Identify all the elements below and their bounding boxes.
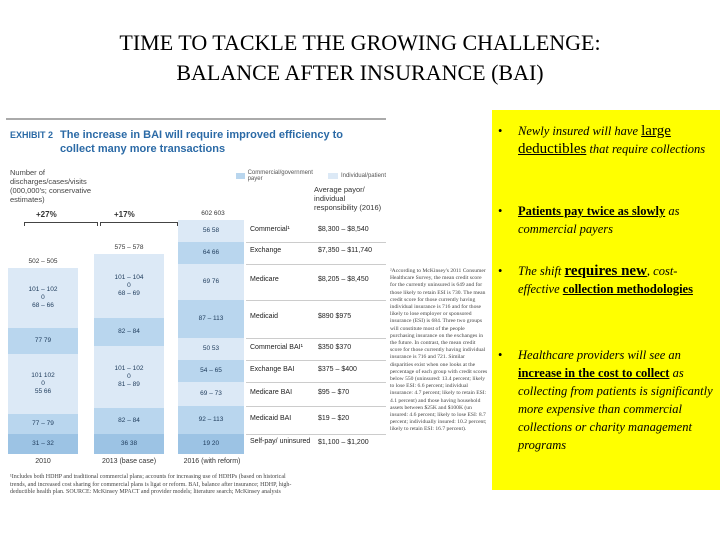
segment-2010-3: 101 102 0 55 66: [8, 354, 78, 414]
row-name-commercial-bai: Commercial BAI¹: [250, 344, 303, 351]
exhibit-label: EXHIBIT 2: [10, 130, 54, 140]
segment-2016-2: 64 66: [178, 242, 244, 264]
segment-2016-8: 92 – 113: [178, 406, 244, 434]
exhibit-panel: [6, 118, 386, 528]
growth-bracket-2010-2013: [24, 222, 98, 226]
row-name-exchange-bai: Exchange BAI: [250, 366, 295, 373]
key-points-panel: [492, 110, 720, 490]
bullet-3-part-1: The shift: [518, 264, 565, 278]
row-value-medicaid-bai: $19 – $20: [318, 415, 350, 422]
bullet-marker: •: [498, 204, 503, 218]
segment-2016-5: 50 53: [178, 338, 244, 360]
row-divider: [246, 360, 386, 361]
row-name-commercial: Commercial¹: [250, 226, 290, 233]
bullet-3-emphasis-large: requires new: [564, 263, 647, 279]
exhibit-sidenote: ²According to McKinsey's 2011 Consumer Healthcare Survey, the mean credit score for the currently uninsured is 649 and for those likely to retain ESI is 730. The mean credit score for those currently having individual insurance is 716 and for those likely to lose employer or sponsored insurance (ESI) is 684. Three two groups will constitute most of the people purchasing insurance on the exchanges in the future. In contrast, the mean credit score for those currently having individual insurance is 716 and 721. Similar disparities exist when one looks at the percentage of each group with credit scores below 550 (uninsured: 13.4 percent; likely to lose ESI: 6.6 percent; individual insurance: 4.7 percent; likely to retain ESI: 4.1 percent) and those having household assets between $25K and $100K (un insured: 4.6 percent; likely to lose ESI: 8.7 percent; individually insured: 10.2 percent; likely to retain ESI: 16.7 percent).: [390, 268, 488, 433]
column-top-2016: 602 603: [201, 210, 225, 217]
segment-2010-5: 31 – 32: [8, 434, 78, 454]
row-name-medicaid-bai: Medicaid BAI: [250, 415, 292, 422]
row-name-medicare: Medicare: [250, 276, 279, 283]
row-name-self-pay: Self-pay/ uninsured: [250, 438, 311, 445]
row-value-commercial: $8,300 – $8,540: [318, 226, 369, 233]
bullet-2-emphasis: Patients pay twice as slowly: [518, 204, 666, 218]
bullet-4-text: [518, 346, 718, 454]
bullet-marker: •: [498, 348, 503, 362]
segment-2013-2: 82 – 84: [94, 318, 164, 346]
bullet-3-part-3: , cost-effective: [518, 264, 678, 296]
row-divider: [246, 434, 386, 435]
bullet-4-part-1: Healthcare providers will see an: [518, 348, 681, 362]
exhibit-footnote: ¹Includes both HDHP and traditional commercial plans; accounts for increasing use of HDHPs (based on historical trends, and increased cost sharing for commercial plans is ligat or reform. BAI, balance after insurance; HDHP, high-deductible health plan. SOURCE: McKinsey MPACT and provider models; literature search; McKinsey analysis: [10, 474, 292, 495]
column-2010: [8, 268, 78, 454]
bullet-1-emphasis: large deductibles: [518, 123, 671, 157]
column-top-2010: 502 – 505: [28, 258, 58, 265]
bullet-2-part-2: as commercial payers: [518, 204, 680, 236]
exhibit-title: The increase in BAI will require improved efficiency to collect many more transactions: [60, 129, 344, 155]
row-name-medicaid: Medicaid: [250, 313, 279, 320]
legend: [236, 170, 386, 182]
row-divider: [246, 264, 386, 265]
bullet-4-emphasis: increase in the cost to collect: [518, 366, 670, 380]
segment-2016-7: 69 – 73: [178, 382, 244, 406]
segment-2010-4: 77 – 79: [8, 414, 78, 434]
row-name-exchange: Exchange: [250, 247, 282, 254]
bullet-1-part-3: that require collections: [586, 142, 706, 156]
segment-2013-3: 101 – 102 0 81 – 89: [94, 346, 164, 408]
legend-label-payer: Commercial/government payer: [247, 170, 313, 182]
row-value-exchange-bai: $375 – $400: [318, 366, 357, 373]
segment-2016-4: 87 – 113: [178, 300, 244, 338]
bullet-marker: •: [498, 264, 503, 278]
legend-item-payer: [236, 170, 318, 182]
growth-bracket-2013-2016: [100, 222, 178, 226]
row-divider: [246, 300, 386, 301]
column-2013: [94, 254, 164, 454]
bullet-3-emphasis: collection methodologies: [562, 282, 693, 296]
row-value-self-pay: $1,100 – $1,200: [318, 439, 369, 446]
growth-label-2010-2013: +27%: [36, 210, 57, 219]
row-value-medicaid: $890 $975: [318, 313, 352, 320]
segment-2013-5: 36 38: [94, 434, 164, 454]
slide-title-line-2: BALANCE AFTER INSURANCE (BAI): [176, 60, 544, 85]
bullet-1-text: [518, 122, 718, 158]
row-divider: [246, 338, 386, 339]
average-responsibility-header: Average payor/ individual responsibility (2016): [314, 185, 382, 212]
slide-title: [20, 28, 700, 88]
bullet-1-part-1: Newly insured will have: [518, 124, 642, 138]
bullet-2-text: [518, 202, 718, 238]
column-label-2016: 2016 (with reform): [183, 458, 241, 465]
column-label-2010: 2010: [35, 458, 51, 465]
bullet-marker: •: [498, 124, 503, 138]
slide-title-line-1: TIME TO TACKLE THE GROWING CHALLENGE:: [119, 30, 601, 55]
segment-2016-9: 19 20: [178, 434, 244, 454]
row-value-medicare: $8,205 – $8,450: [318, 276, 369, 283]
legend-label-individual: Individual/patient: [340, 173, 386, 179]
segment-2016-3: 69 76: [178, 264, 244, 300]
growth-label-2013-2016: +17%: [114, 210, 135, 219]
row-divider: [246, 242, 386, 243]
segment-2013-4: 82 – 84: [94, 408, 164, 434]
column-2016: [178, 220, 244, 454]
segment-2010-2: 77 79: [8, 328, 78, 354]
segment-2016-1: 56 58: [178, 220, 244, 242]
row-name-medicare-bai: Medicare BAI: [250, 389, 293, 396]
bullet-3-text: [518, 262, 718, 298]
row-divider: [246, 382, 386, 383]
column-label-2013: 2013 (base case): [101, 458, 157, 465]
bullet-4-part-3: as collecting from patients is significantly more expensive than commercial collections or charity management programs: [518, 366, 713, 452]
row-divider: [246, 406, 386, 407]
exhibit-top-rule: [6, 118, 386, 120]
segment-2016-6: 54 – 65: [178, 360, 244, 382]
legend-item-individual: [328, 170, 386, 182]
row-value-medicare-bai: $95 – $70: [318, 389, 350, 396]
legend-swatch-payer: [236, 173, 245, 179]
row-value-exchange: $7,350 – $11,740: [318, 247, 372, 254]
column-top-2013: 575 – 578: [114, 244, 144, 251]
y-axis-note: Number of discharges/cases/visits (000,000's; conservative estimates): [10, 168, 92, 204]
segment-2013-1: 101 – 104 0 68 – 69: [94, 254, 164, 318]
segment-2010-1: 101 – 102 0 68 – 66: [8, 268, 78, 328]
row-value-commercial-bai: $350 $370: [318, 344, 352, 351]
legend-swatch-individual: [328, 173, 338, 179]
